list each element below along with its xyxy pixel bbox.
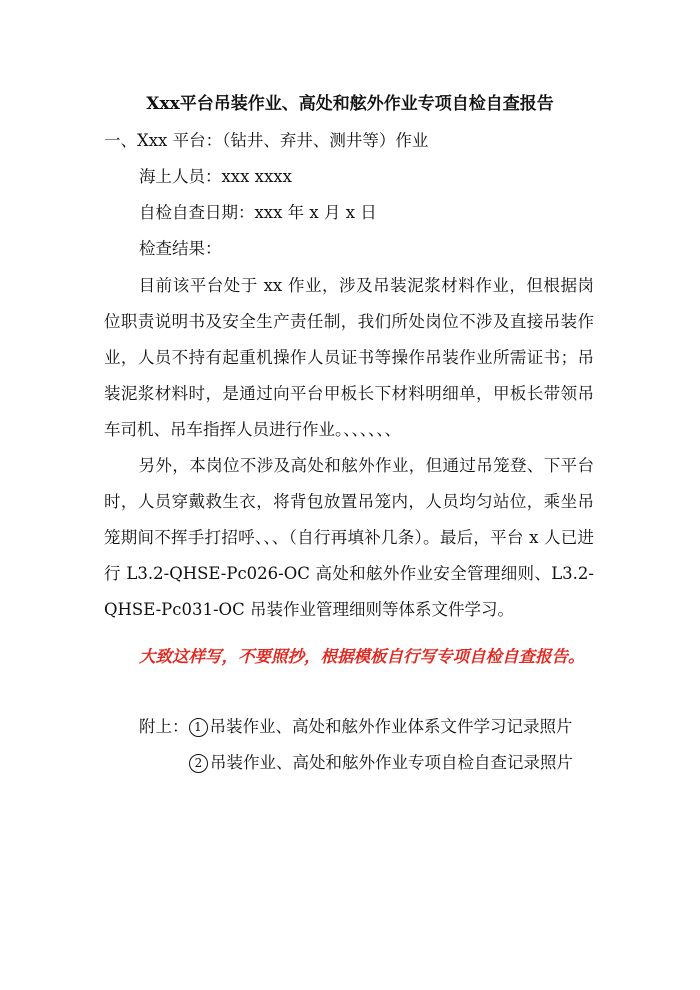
circled-number-1: 1: [189, 718, 208, 737]
attachments-label: 附上：: [139, 717, 189, 736]
red-instruction-note: 大致这样写，不要照抄，根据模板自行写专项自检自查报告。: [139, 647, 585, 666]
check-date: 自检自查日期：xxx 年 x 月 x 日: [139, 203, 377, 222]
section-heading: 一、Xxx 平台：（钻井、弃井、测井等）作业: [104, 131, 429, 150]
document-title: Xxx平台吊装作业、高处和舷外作业专项自检自查报告: [146, 94, 554, 114]
attachment-line-2: [189, 752, 573, 774]
results-paragraph-1: 目前该平台处于 xx 作业，涉及吊装泥浆材料作业，但根据岗位职责说明书及安全生产责任制，我们所处岗位不涉及直接吊装作业，人员不持有起重机操作人员证书等操作吊装作业所需证书；吊装泥浆材料时，是通过向平台甲板长下材料明细单，甲板长带领吊车司机、吊车指挥人员进行作业。、、、、、、: [104, 276, 594, 439]
attachment-text-2: 吊装作业、高处和舷外作业专项自检自查记录照片: [210, 753, 573, 772]
offshore-personnel: 海上人员：xxx xxxx: [139, 167, 292, 186]
circled-number-2: 2: [189, 754, 208, 773]
attachment-line-1: [139, 716, 573, 738]
results-label: 检查结果：: [139, 239, 222, 258]
results-paragraph-2: 另外，本岗位不涉及高处和舷外作业，但通过吊笼登、下平台时，人员穿戴救生衣，将背包放置吊笼内，人员均匀站位，乘坐吊笼期间不挥手打招呼、、、（自行再填补几条）。最后，平台 x 人已进行 L3.2-QHSE-Pc026-OC 高处和舷外作业安全管理细则、L3.2-QHSE-Pc031-OC 吊装作业管理细则等体系文件学习。: [104, 456, 594, 619]
attachment-text-1: 吊装作业、高处和舷外作业体系文件学习记录照片: [209, 717, 573, 736]
